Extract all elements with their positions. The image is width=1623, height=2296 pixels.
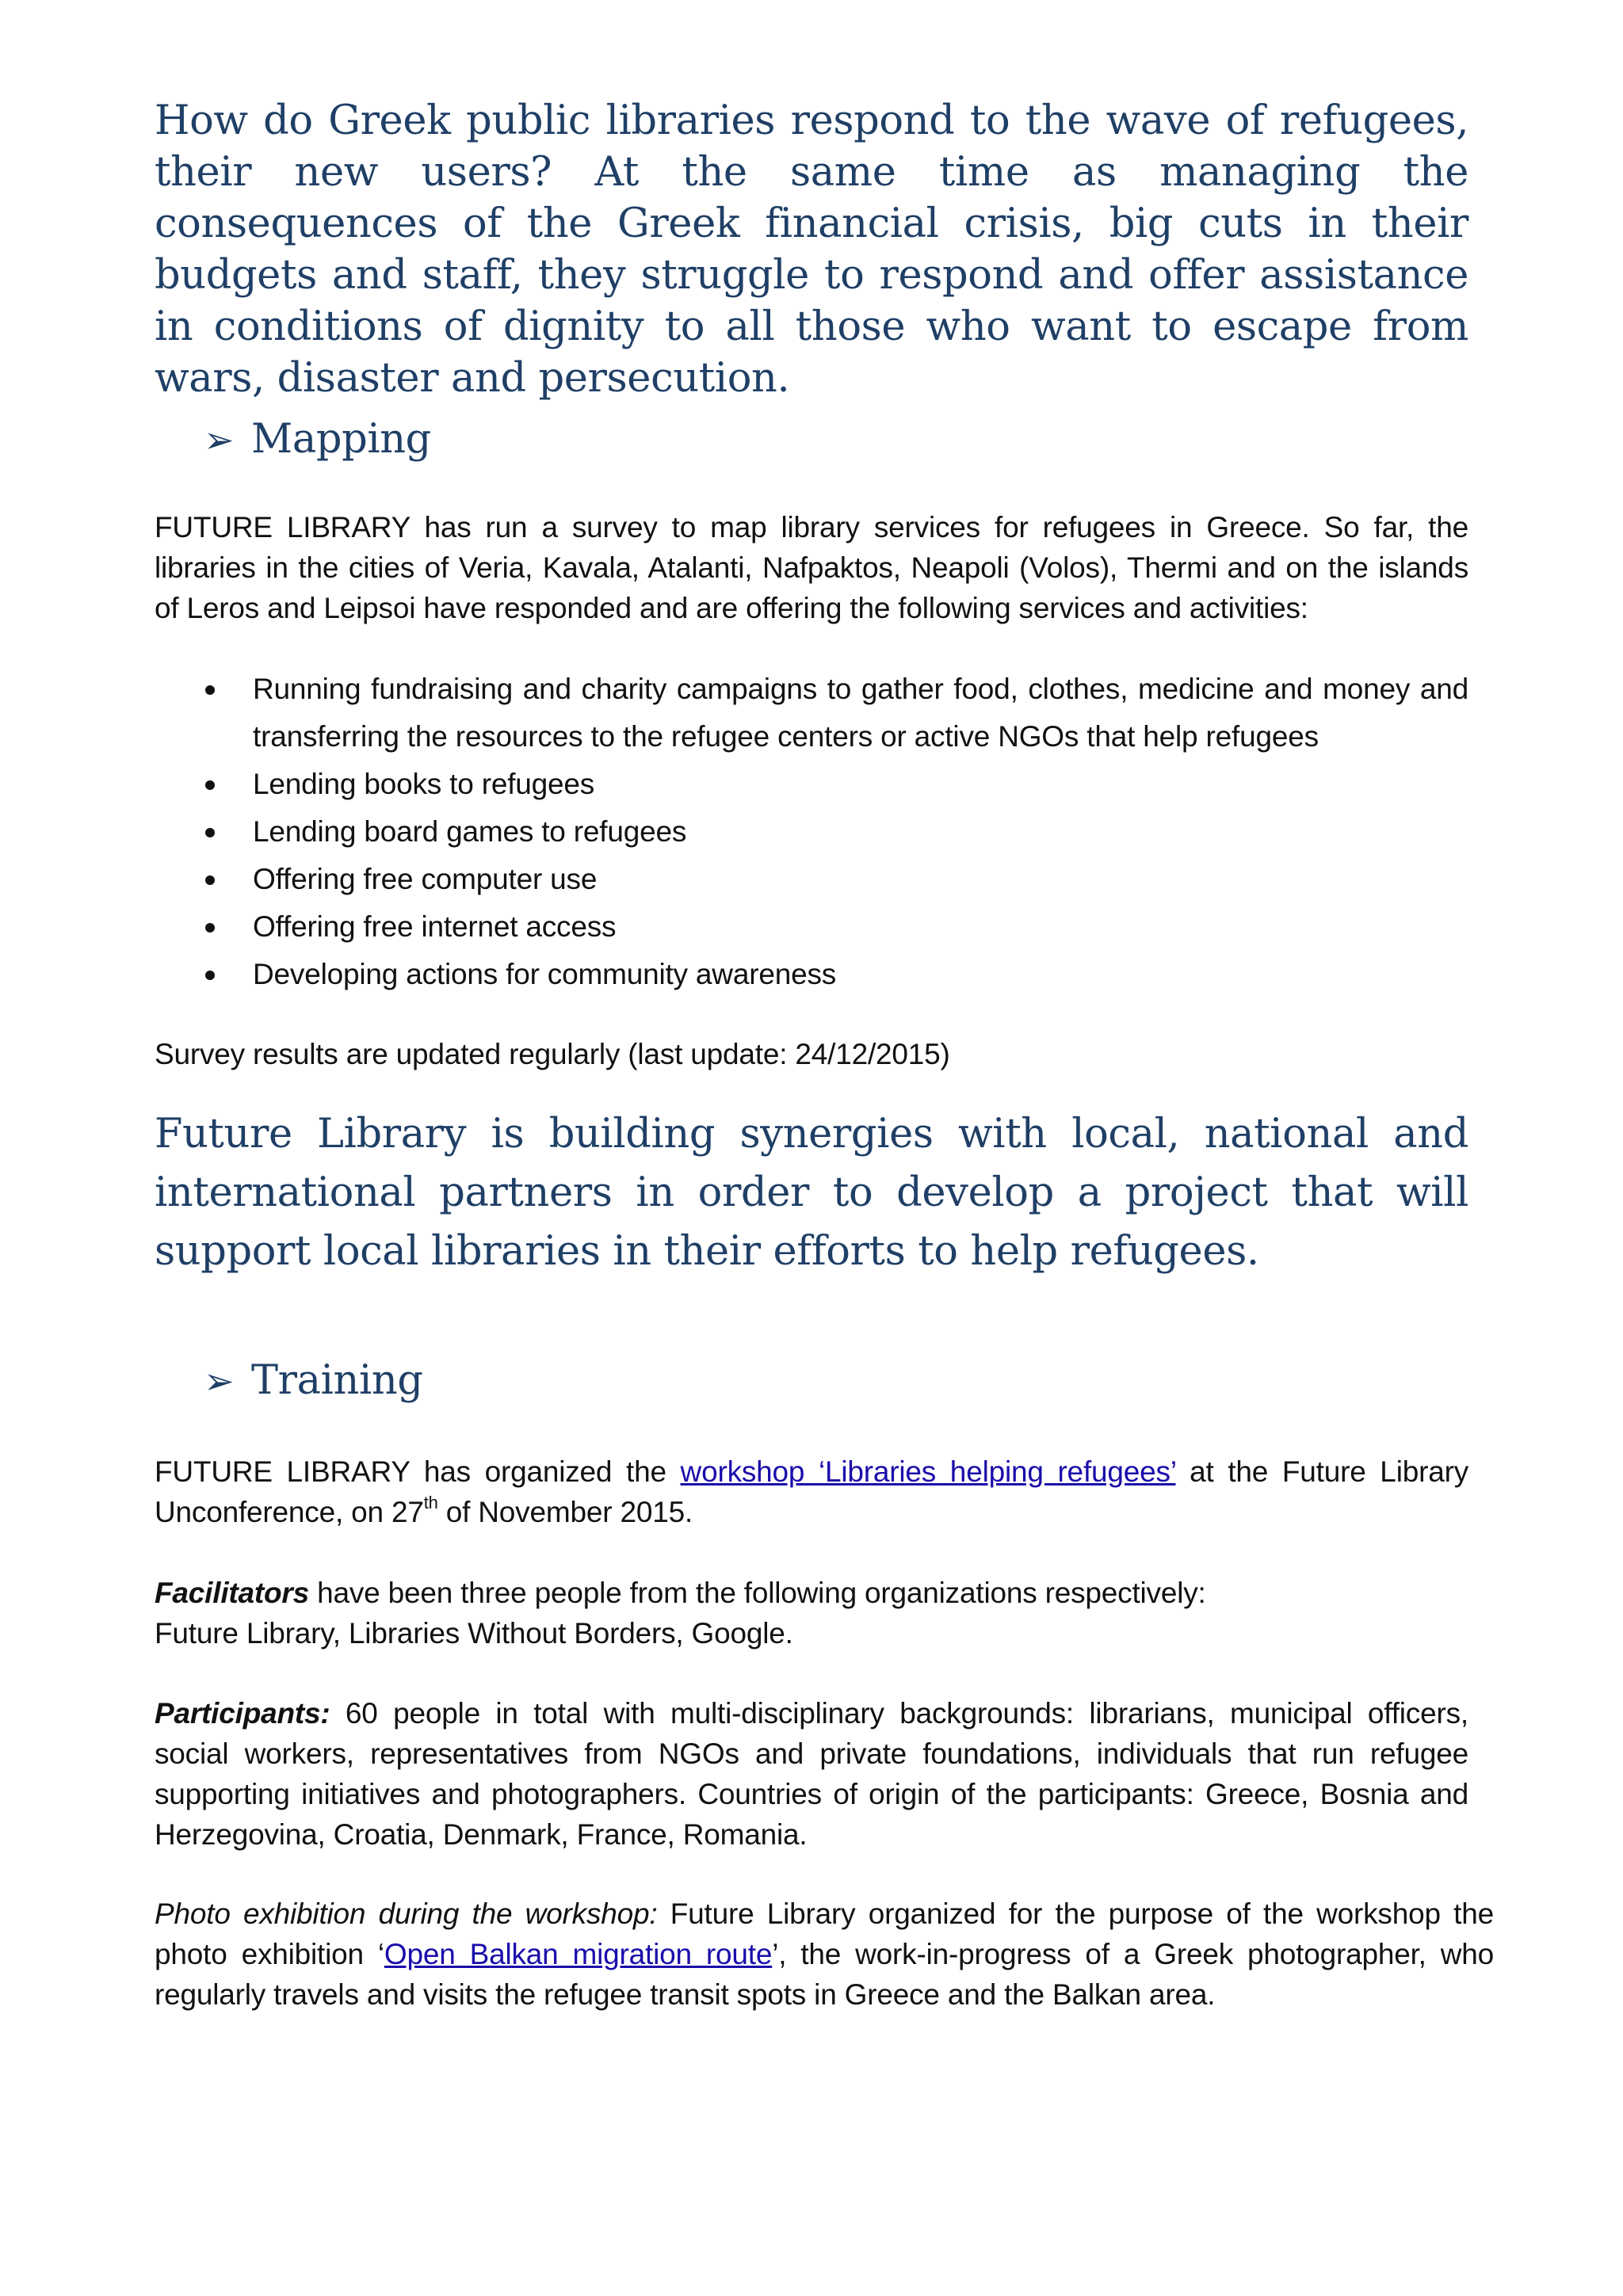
bullet-dot-icon bbox=[205, 828, 215, 837]
bullet-dot-icon bbox=[205, 780, 215, 790]
facilitators-paragraph: Facilitators have been three people from the following organizations respectively: Future Library, Libraries Without Borders, Google. bbox=[155, 1577, 1206, 1650]
list-item: Lending board games to refugees bbox=[155, 808, 1468, 856]
list-item: Offering free computer use bbox=[155, 856, 1468, 903]
mapping-paragraph: FUTURE LIBRARY has run a survey to map library services for refugees in Greece. So far, the libraries in the cities of Veria, Kavala, Atalanti, Nafpaktos, Neapoli (Volos), Thermi and on the islands of Leros and Leipsoi have responded and are offering the following services and activities: bbox=[155, 511, 1468, 624]
bullet-dot-icon bbox=[205, 923, 215, 933]
list-item: Lending books to refugees bbox=[155, 761, 1468, 808]
photo-exhibition-paragraph: Photo exhibition during the workshop: Future Library organized for the purpose of the workshop the photo exhibition ‘Open Balkan migration route’, the work-in-progress of a Greek photographer, who regularly travels and visits the refugee transit spots in Greece and the Balkan area. bbox=[155, 1897, 1495, 2011]
facilitators-label: Facilitators bbox=[155, 1577, 309, 1609]
list-item: Running fundraising and charity campaigns to gather food, clothes, medicine and money and transferring the resources to the refugee centers or active NGOs that help refugees bbox=[155, 666, 1468, 761]
bullet-dot-icon bbox=[205, 971, 215, 980]
synergies-paragraph: Future Library is building synergies with local, national and international partners in order to develop a project that will support local libraries in their efforts to help refugees. bbox=[155, 1111, 1468, 1275]
bullet-dot-icon bbox=[205, 875, 215, 885]
services-list bbox=[155, 666, 1468, 998]
workshop-link[interactable]: workshop ‘Libraries helping refugees’ bbox=[680, 1455, 1176, 1488]
photo-exhibition-label: Photo exhibition during the workshop: bbox=[155, 1897, 658, 1930]
training-heading-text: Training bbox=[251, 1357, 423, 1404]
bullet-dot-icon bbox=[205, 685, 215, 695]
survey-update-note: Survey results are updated regularly (last update: 24/12/2015) bbox=[155, 1038, 950, 1070]
facilitators-orgs: Future Library, Libraries Without Borders, Google. bbox=[155, 1617, 793, 1650]
list-item: Offering free internet access bbox=[155, 903, 1468, 951]
intro-paragraph: How do Greek public libraries respond to the wave of refugees, their new users? At the same time as managing the consequences of the Greek financial crisis, big cuts in their budgets and staff, they struggle to respond and offer assistance in conditions of dignity to all those who want to escape from wars, disaster and persecution. bbox=[155, 97, 1468, 402]
list-item: Developing actions for community awareness bbox=[155, 951, 1468, 998]
mapping-heading-text: Mapping bbox=[251, 416, 431, 463]
training-workshop-paragraph: FUTURE LIBRARY has organized the workshop ‘Libraries helping refugees’ at the Future Library Unconference, on 27th of November 2015. bbox=[155, 1455, 1469, 1528]
mapping-heading bbox=[204, 412, 1518, 467]
participants-label: Participants: bbox=[155, 1697, 330, 1730]
training-heading bbox=[204, 1353, 1518, 1409]
arrowhead-bullet-icon: ➢ bbox=[204, 1360, 235, 1402]
arrowhead-bullet-icon: ➢ bbox=[204, 418, 235, 461]
open-balkan-route-link[interactable]: Open Balkan migration route bbox=[384, 1938, 773, 1970]
participants-paragraph: Participants: 60 people in total with multi-disciplinary backgrounds: librarians, municipal officers, social workers, representatives from NGOs and private foundations, individuals that run refugee supporting initiatives and photographers. Countries of origin of the participants: Greece, Bosnia and Herzegovina, Croatia, Denmark, France, Romania. bbox=[155, 1697, 1468, 1851]
